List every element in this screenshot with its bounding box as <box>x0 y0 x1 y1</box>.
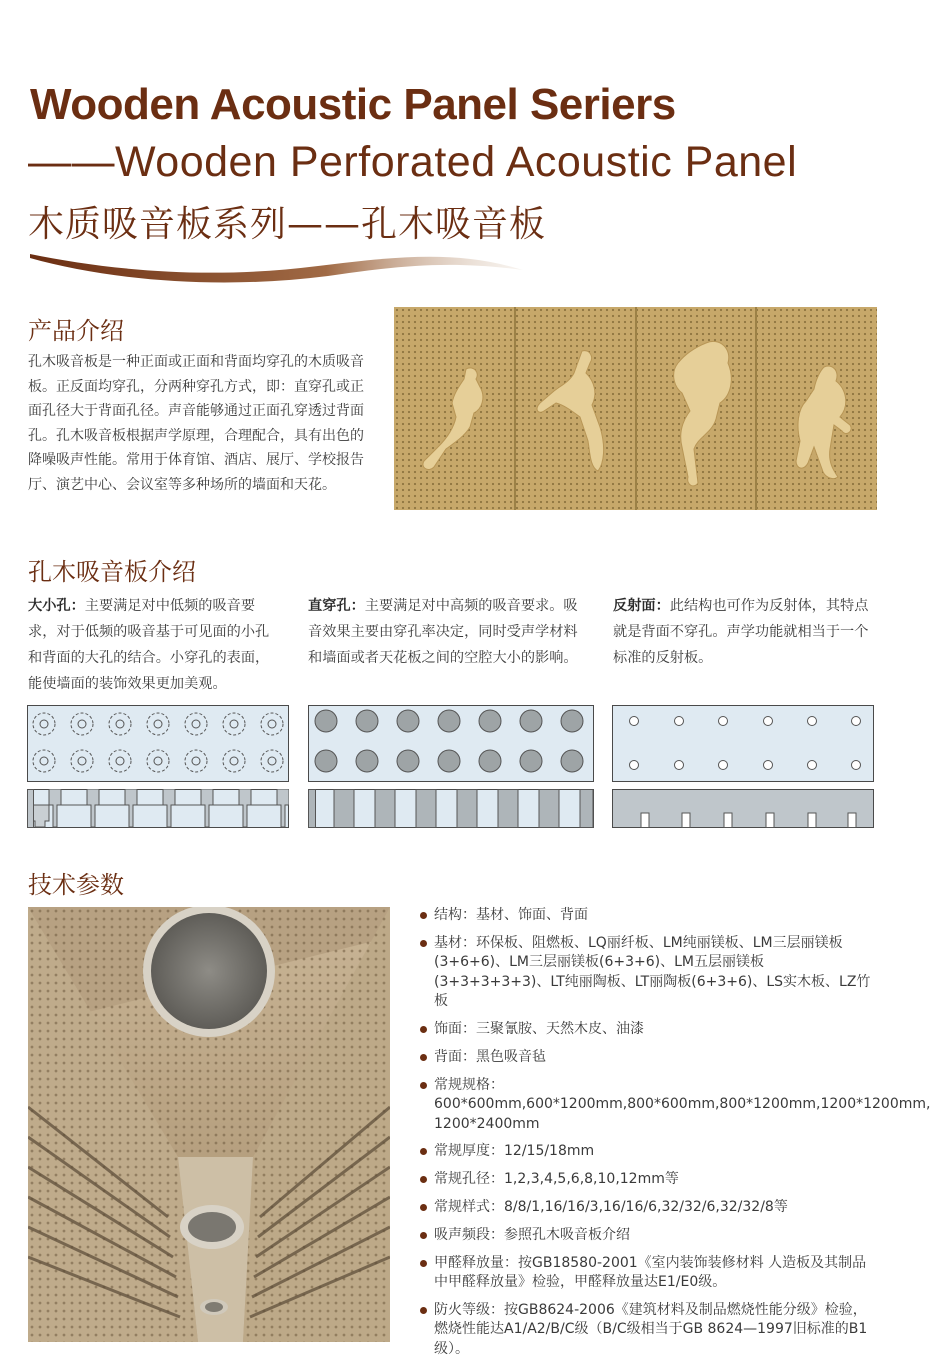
type-label: 大小孔： <box>28 598 85 614</box>
type-text: 主要满足对中高频的吸音要求。吸音效果主要由穿孔率决定，同时受声学材料和墙面或者天花板之间的空腔大小的影响。 <box>308 598 578 666</box>
spec-item: 防火等级：按GB8624-2006《建筑材料及制品燃烧性能分级》检验，燃烧性能达A1/A2/B/C级（B/C级相当于GB 8624—1997旧标准的B1级）。 <box>420 1301 880 1360</box>
spec-item: 饰面：三聚氰胺、天然木皮、油漆 <box>420 1020 880 1040</box>
type-straight-hole <box>308 593 590 671</box>
perforated-panel-photo <box>394 307 877 510</box>
spec-item: 吸声频段：参照孔木吸音板介绍 <box>420 1226 880 1246</box>
type-reflective <box>613 593 881 671</box>
page-title: Wooden Acoustic Panel Seriers <box>30 80 676 129</box>
type-text: 主要满足对中低频的吸音要求，对于低频的吸音基于可见面的小孔和背面的大孔的结合。小穿孔的表面，能使墙面的装饰效果更加美观。 <box>28 598 270 692</box>
large-small-hole-face-diagram <box>27 705 289 782</box>
straight-hole-face-diagram <box>308 705 594 782</box>
spec-item: 背面：黑色吸音毡 <box>420 1048 880 1068</box>
intro-heading: 产品介绍 <box>28 317 124 345</box>
large-small-hole-section-diagram <box>27 789 289 828</box>
spec-list <box>420 906 930 1368</box>
intro-text: 孔木吸音板是一种正面或正面和背面均穿孔的木质吸音板。正反面均穿孔，分两种穿孔方式，即：直穿孔或正面孔径大于背面孔径。声音能够通过正面孔穿透过背面孔。孔木吸音板根据声学原理，合理配合，具有出色的降噪吸声性能。常用于体育馆、酒店、展厅、学校报告厅、演艺中心、会议室等多种场所的墙面和天花。 <box>28 354 364 493</box>
type-label: 直穿孔： <box>308 598 365 614</box>
spec-item: 常规厚度：12/15/18mm <box>420 1142 880 1162</box>
spec-item: 甲醛释放量：按GB18580-2001《室内装饰装修材料 人造板及其制品中甲醛释放量》检验，甲醛释放量达E1/E0级。 <box>420 1254 880 1293</box>
reflective-section-diagram <box>612 789 874 828</box>
spec-item: 常规样式：8/8/1,16/16/3,16/16/6,32/32/6,32/32/8等 <box>420 1198 880 1218</box>
page-subtitle: ——Wooden Perforated Acoustic Panel <box>28 138 798 186</box>
spec-item: 结构：基材、饰面、背面 <box>420 906 880 926</box>
specs-heading: 技术参数 <box>28 871 124 899</box>
type-text: 此结构也可作为反射体，其特点就是背面不穿孔。声学功能就相当于一个标准的反射板。 <box>613 598 869 666</box>
ceiling-installation-photo <box>28 907 390 1342</box>
types-heading: 孔木吸音板介绍 <box>28 558 196 586</box>
type-large-small-hole <box>28 593 283 697</box>
page-title-cn: 木质吸音板系列——孔木吸音板 <box>28 204 547 245</box>
spec-item: 常规孔径：1,2,3,4,5,6,8,10,12mm等 <box>420 1170 880 1190</box>
reflective-face-diagram <box>612 705 874 782</box>
decorative-swoosh <box>28 240 528 285</box>
straight-hole-section-diagram <box>308 789 594 828</box>
spec-item: 常规规格：600*600mm,600*1200mm,800*600mm,800*1200mm,1200*1200mm, 1200*2400mm <box>420 1076 880 1135</box>
spec-item: 基材：环保板、阻燃板、LQ丽纤板、LM纯丽镁板、LM三层丽镁板(3+6+6)、LM三层丽镁板(6+3+6)、LM五层丽镁板(3+3+3+3+3)、LT纯丽陶板、LT丽陶板(6+3+6)、LS实木板、LZ竹板 <box>420 934 880 1012</box>
type-label: 反射面： <box>613 598 670 614</box>
